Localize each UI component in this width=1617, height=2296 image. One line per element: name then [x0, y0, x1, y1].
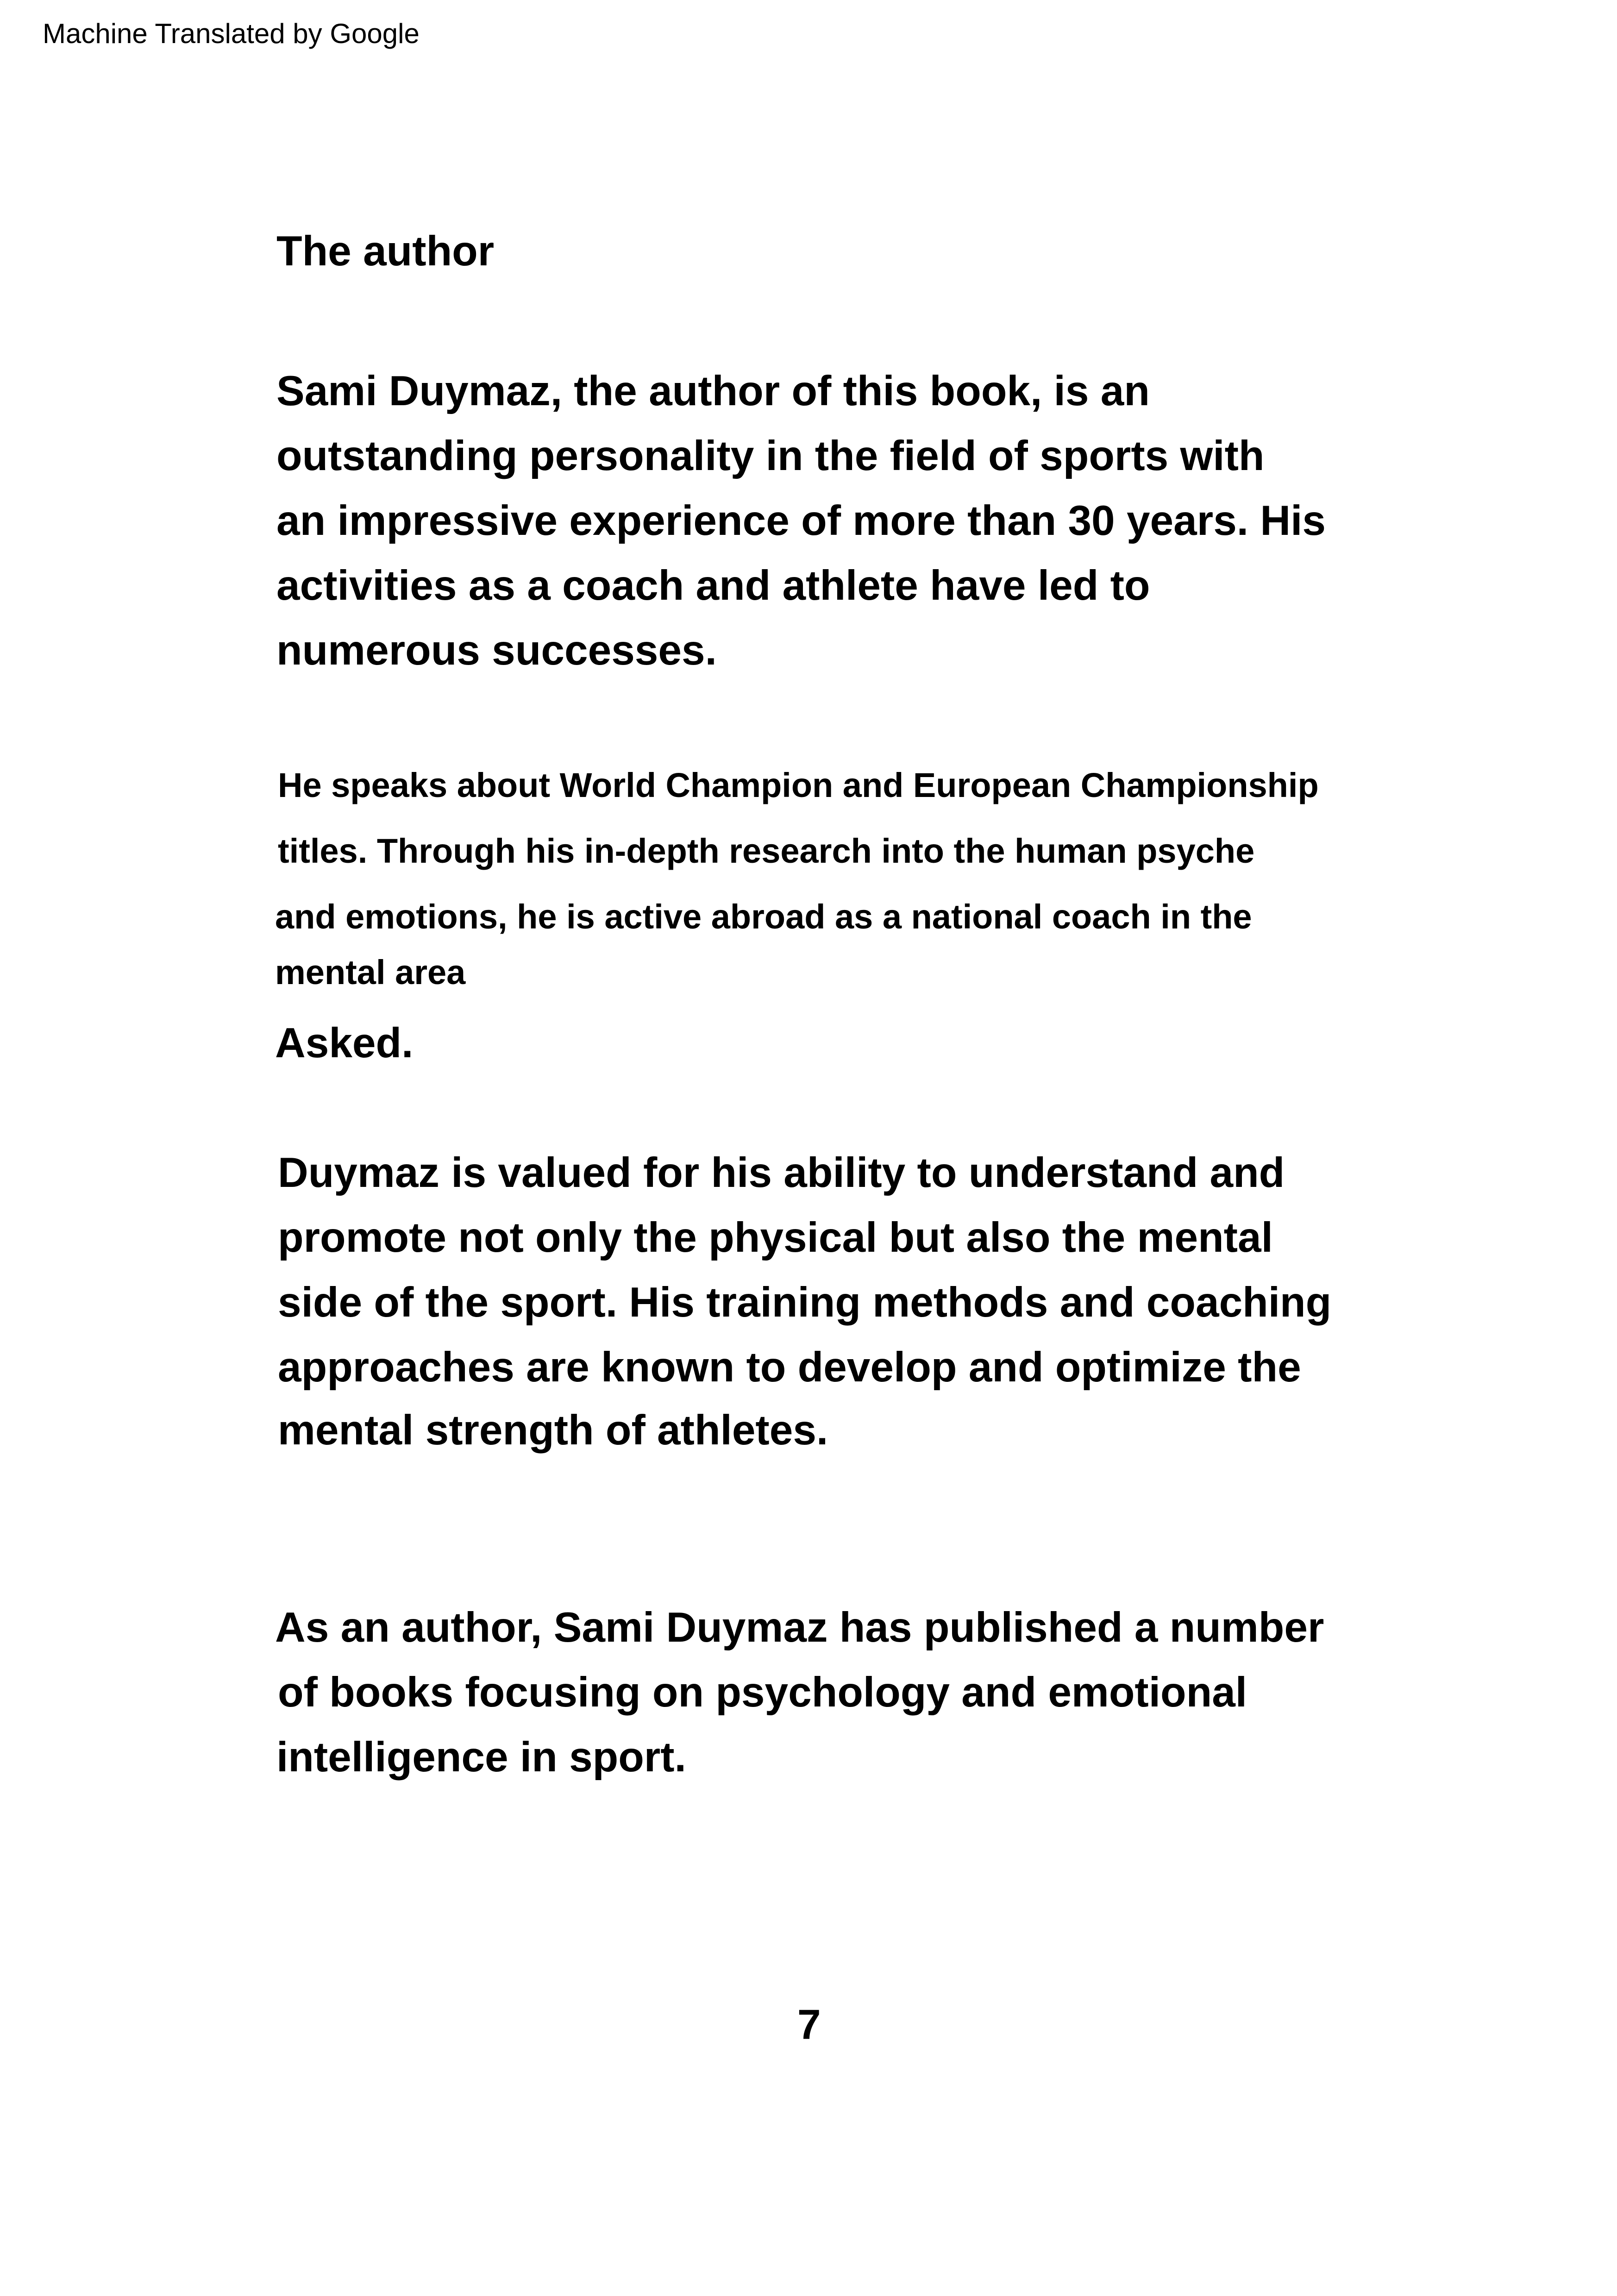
paragraph-line: of books focusing on psychology and emotional	[278, 1669, 1247, 1716]
paragraph-line: activities as a coach and athlete have led to	[276, 562, 1150, 609]
paragraph-line: numerous successes.	[276, 627, 717, 674]
paragraph-line: Sami Duymaz, the author of this book, is an	[276, 368, 1150, 414]
page-number: 7	[797, 2001, 821, 2048]
paragraph-line: approaches are known to develop and optimize the	[278, 1344, 1301, 1391]
paragraph-line: an impressive experience of more than 30 years. His	[276, 497, 1326, 544]
paragraph-line: mental strength of athletes.	[278, 1407, 828, 1454]
paragraph-line: He speaks about World Champion and European Championship	[278, 766, 1319, 804]
paragraph-line: As an author, Sami Duymaz has published a number	[275, 1604, 1324, 1651]
paragraph-line: outstanding personality in the field of sports with	[276, 433, 1265, 479]
paragraph-line: and emotions, he is active abroad as a national coach in the	[275, 897, 1252, 936]
paragraph-line: intelligence in sport.	[276, 1734, 686, 1781]
paragraph-line: side of the sport. His training methods and coaching	[278, 1279, 1332, 1326]
machine-translation-banner: Machine Translated by Google	[43, 18, 420, 49]
paragraph-line: promote not only the physical but also the mental	[278, 1214, 1273, 1261]
paragraph-line: Duymaz is valued for his ability to understand and	[278, 1149, 1285, 1196]
paragraph-line: Asked.	[275, 1020, 414, 1066]
section-heading: The author	[276, 228, 495, 275]
paragraph-line: titles. Through his in-depth research into the human psyche	[278, 832, 1255, 870]
paragraph-line: mental area	[275, 953, 466, 991]
